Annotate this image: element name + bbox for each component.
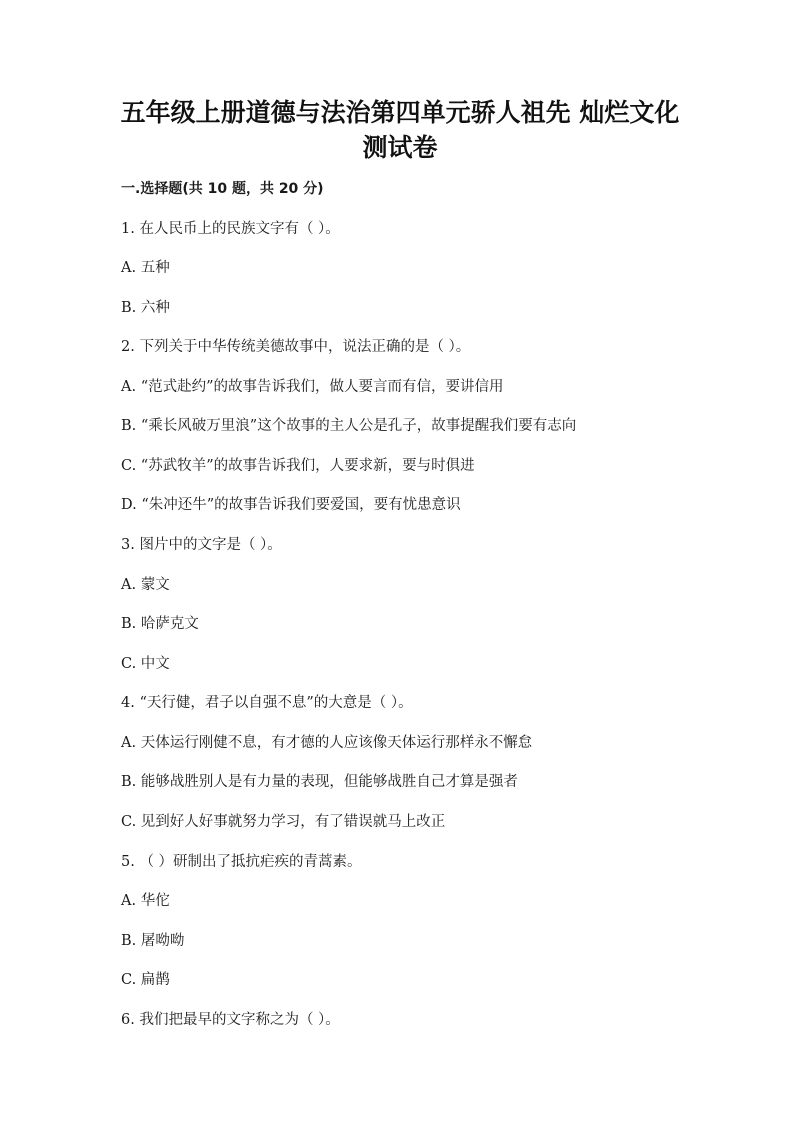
question-4-option-b: B. 能够战胜别人是有力量的表现，但能够战胜自己才算是强者	[121, 774, 518, 790]
question-4-stem: 4. “天行健，君子以自强不息”的大意是（ ）。	[121, 695, 413, 711]
question-1-stem: 1. 在人民币上的民族文字有（ ）。	[121, 221, 340, 237]
question-4-option-a: A. 天体运行刚健不息，有才德的人应该像天体运行那样永不懈怠	[121, 735, 533, 751]
question-5-option-b: B. 屠呦呦	[121, 933, 185, 949]
question-4-option-c: C. 见到好人好事就努力学习，有了错误就马上改正	[121, 814, 446, 830]
question-6-stem: 6. 我们把最早的文字称之为（ ）。	[121, 1012, 340, 1028]
question-3-option-b: B. 哈萨克文	[121, 616, 199, 632]
question-1-option-b: B. 六种	[121, 300, 170, 316]
page-title-line1: 五年级上册道德与法治第四单元骄人祖先 灿烂文化	[120, 98, 680, 127]
question-5-option-c: C. 扁鹊	[121, 972, 170, 988]
question-2-option-b: B. “乘长风破万里浪”这个故事的主人公是孔子，故事提醒我们要有志向	[121, 418, 577, 434]
question-2-stem: 2. 下列关于中华传统美德故事中，说法正确的是（ ）。	[121, 339, 471, 355]
page-title-line2: 测试卷	[362, 133, 438, 162]
question-5-option-a: A. 华佗	[121, 893, 170, 909]
question-2-option-a: A. “范式赴约”的故事告诉我们，做人要言而有信，要讲信用	[121, 379, 504, 395]
question-1-option-a: A. 五种	[121, 260, 170, 276]
question-3-option-c: C. 中文	[121, 656, 170, 672]
question-3-option-a: A. 蒙文	[121, 577, 170, 593]
question-5-stem: 5. （ ）研制出了抵抗疟疾的青蒿素。	[121, 854, 362, 870]
question-2-option-c: C. “苏武牧羊”的故事告诉我们，人要求新，要与时俱进	[121, 458, 475, 474]
question-2-option-d: D. “朱冲还牛”的故事告诉我们要爱国，要有忧患意识	[121, 497, 461, 513]
section-heading: 一.选择题(共 10 题，共 20 分)	[121, 181, 324, 197]
question-3-stem: 3. 图片中的文字是（ ）。	[121, 537, 282, 553]
